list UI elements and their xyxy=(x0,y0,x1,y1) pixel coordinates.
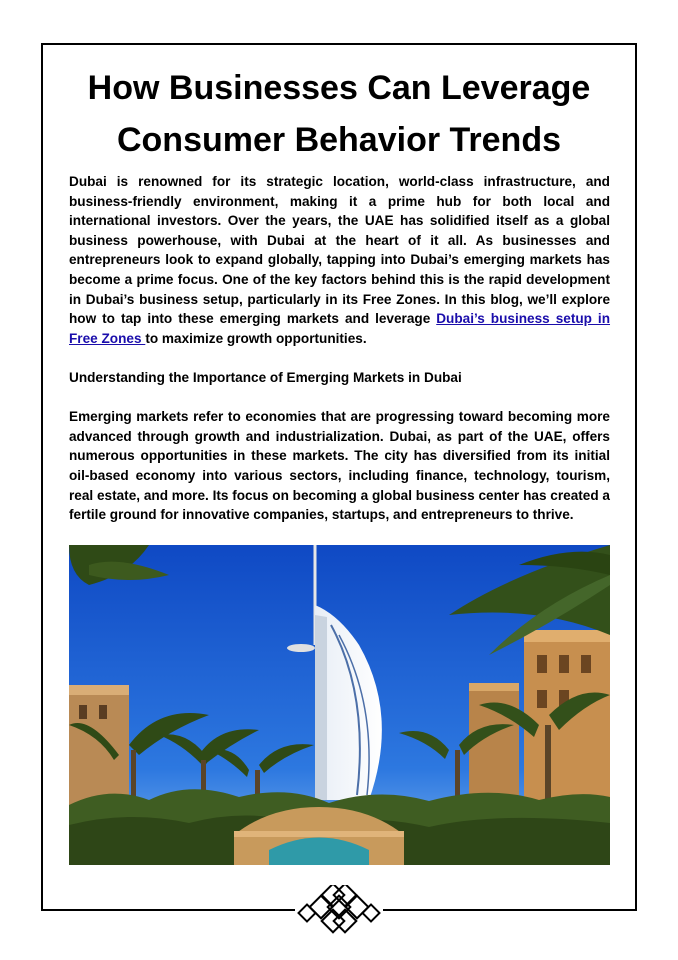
article-body xyxy=(69,172,610,525)
page-title xyxy=(0,62,678,166)
diamond-ornament-icon xyxy=(295,885,383,937)
free-zones-link[interactable]: Dubai’s business setup in Free Zones xyxy=(69,311,611,346)
section-paragraph: Emerging markets refer to economies that are progressing toward becoming more advanced through growth and industrialization. Dubai, as part of the UAE, offers numerous opportunities in these markets. The city has diversified from its initial oil-based economy into various sectors, including finance, technology, tourism, real estate, and more. Its focus on becoming a global business center has created a fertile ground for innovative companies, startups, and entrepreneurs to thrive. xyxy=(69,409,610,523)
section-heading: Understanding the Importance of Emerging Markets in Dubai xyxy=(69,369,462,385)
intro-text: Dubai is renowned for its strategic location, world-class infrastructure, and business-friendly environment, making it a prime hub for both local and international investors. Over the years, the UAE has solidified itself as a global business powerhouse, with Dubai at the heart of it all. As businesses and entrepreneurs look to expand globally, tapping into Dubai’s emerging markets has become a prime focus. One of the key factors behind this is the rapid development in Dubai’s business setup, particularly in its Free Zones. In this blog, we’ll explore how to tap into these emerging markets and leverage xyxy=(69,174,610,327)
intro-paragraph xyxy=(69,172,610,348)
title-line-1: How Businesses Can Leverage xyxy=(87,69,591,107)
intro-text-end: to maximize growth opportunities. xyxy=(145,330,367,346)
title-line-2: Consumer Behavior Trends xyxy=(116,121,561,159)
burj-al-arab-photo xyxy=(69,545,610,865)
